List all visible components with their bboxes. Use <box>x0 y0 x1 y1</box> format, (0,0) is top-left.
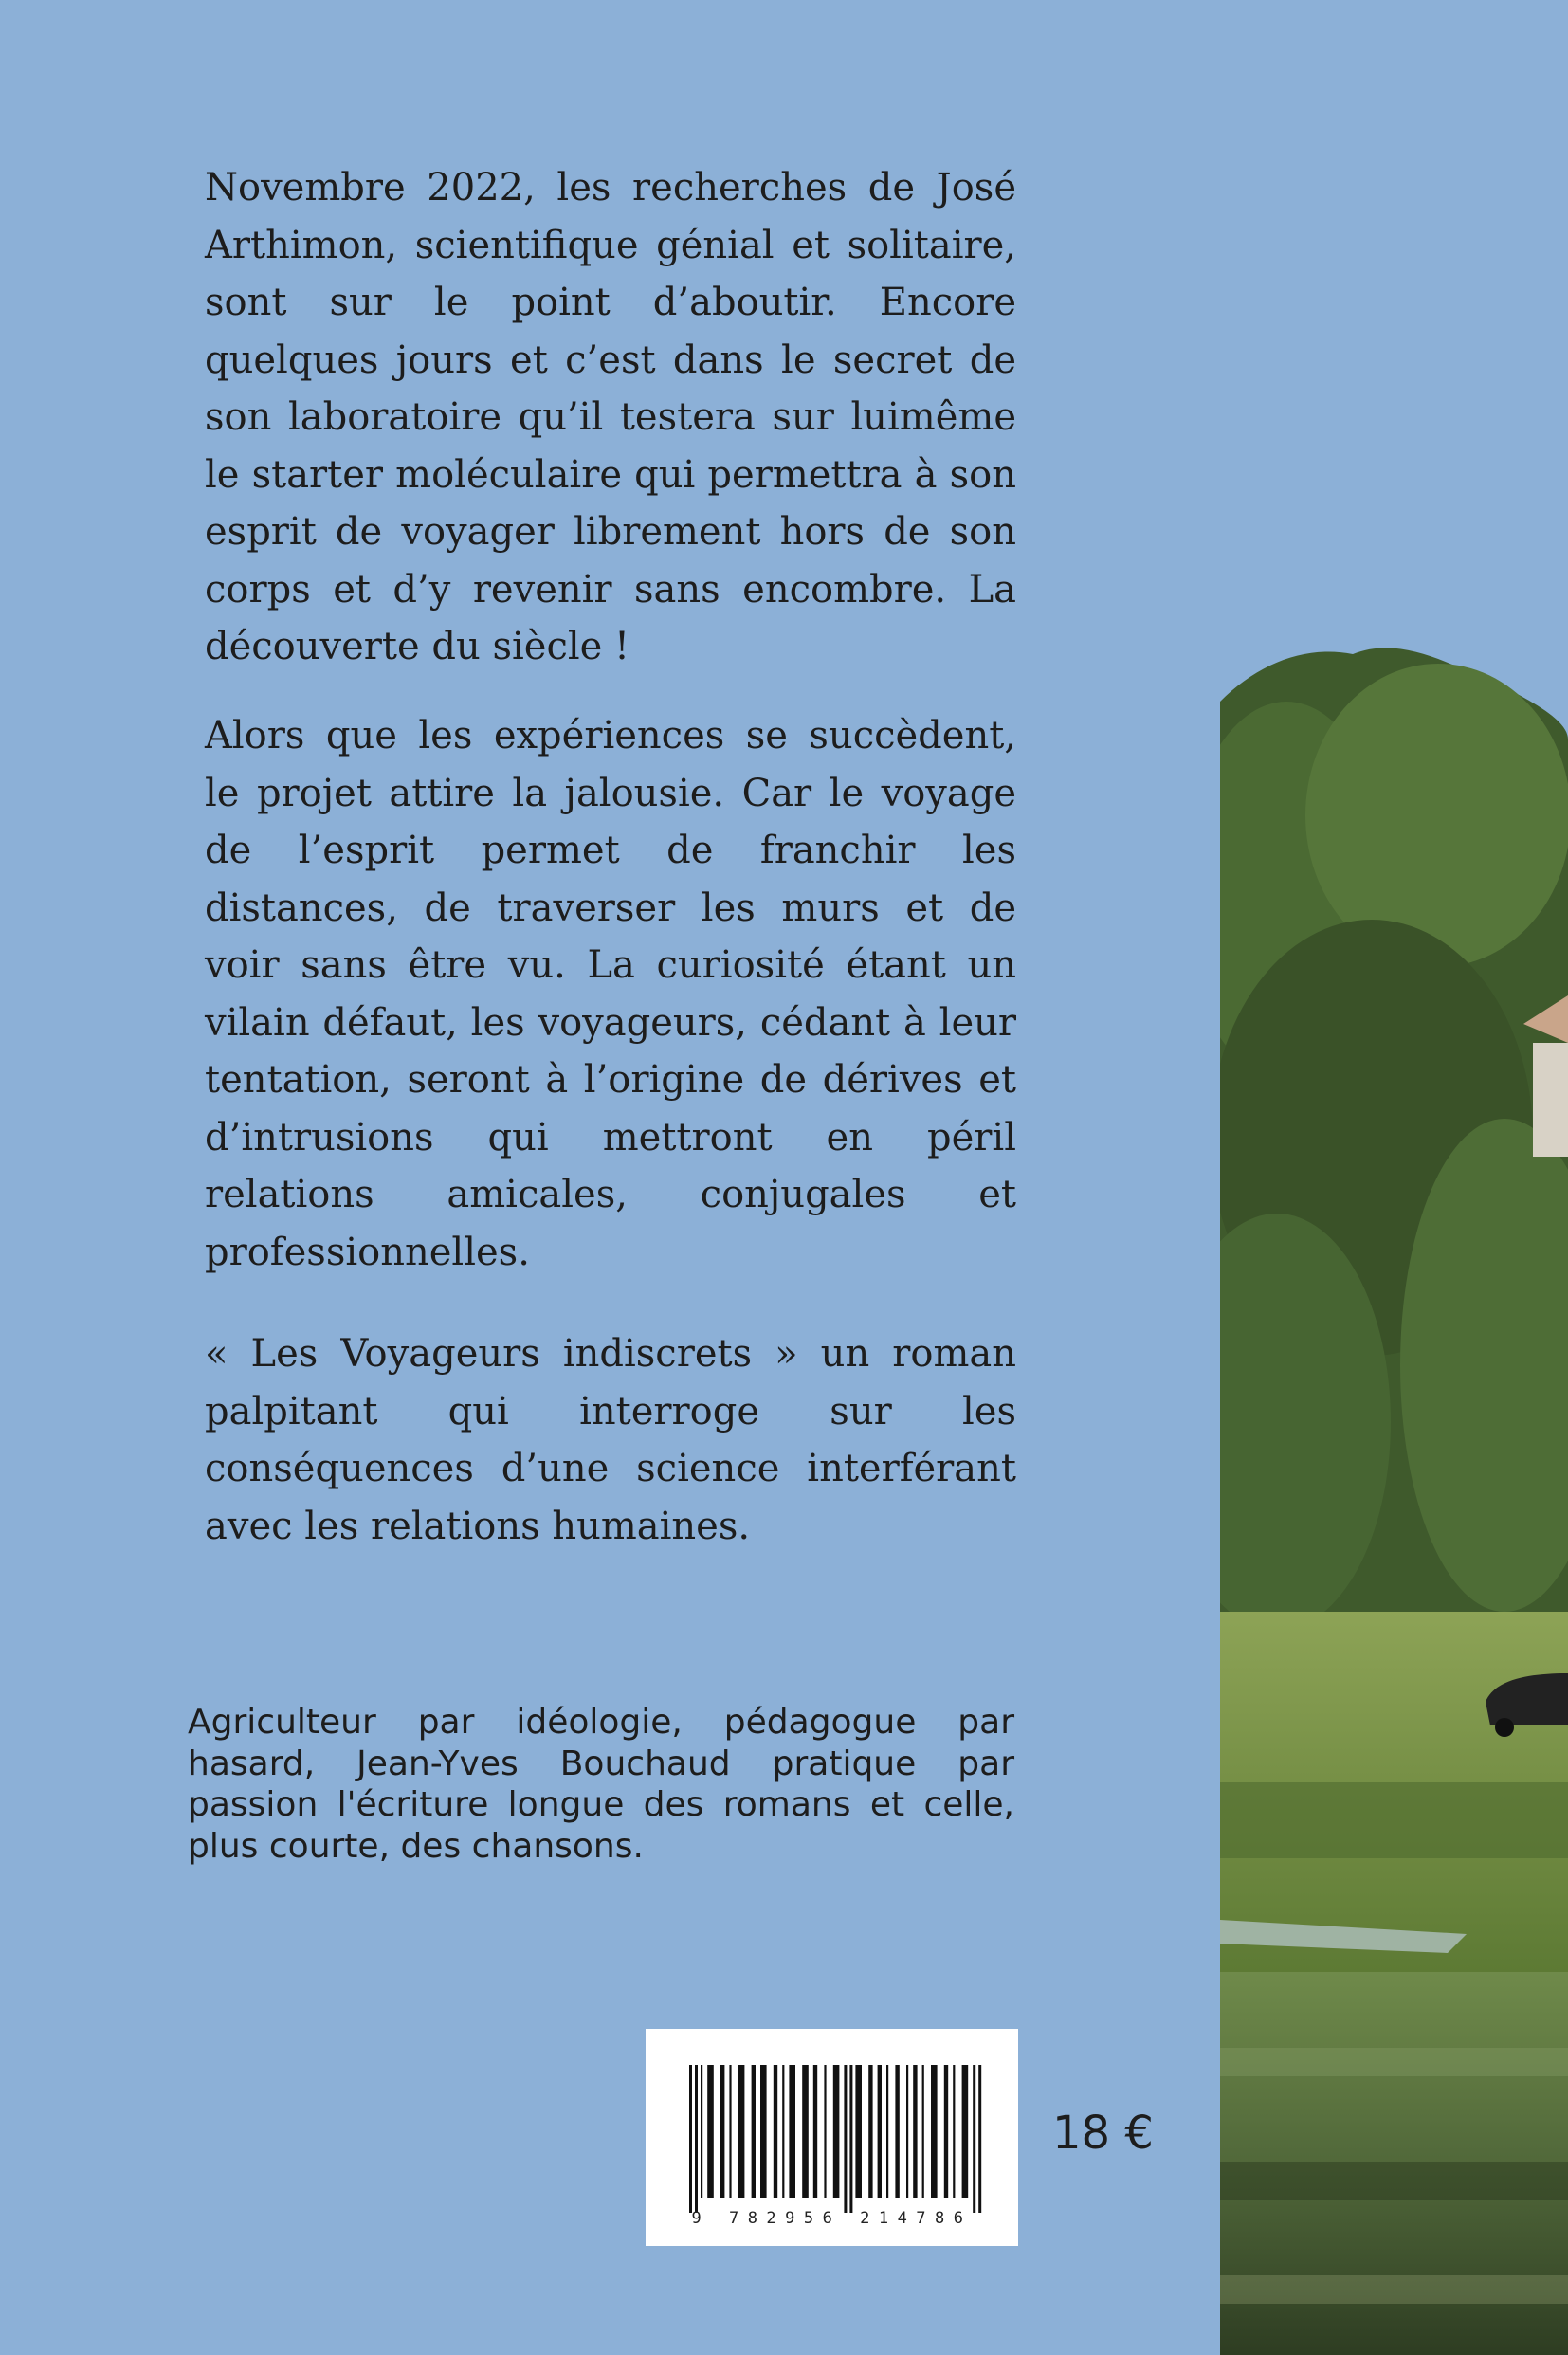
landscape-photo-image <box>1220 645 1568 2355</box>
isbn-barcode <box>646 2029 1018 2246</box>
synopsis-paragraph-1: Novembre 2022, les recherches de José Arthimon, scientifique génial et solitaire, sont sur le point d’aboutir. Encore quelques jours et c’est dans le secret de son laboratoire qu’il testera sur luimême le starter moléculaire qui permettra à son esprit de voyager librement hors de son corps et d’y revenir sans encombre. La découverte du siècle ! <box>205 166 1016 668</box>
synopsis-paragraph-2: Alors que les expériences se succèdent, le projet attire la jalousie. Car le voyage de l’esprit permet de franchir les distances, de traverser les murs et de voir sans être vu. La curiosité étant un vilain défaut, les voyageurs, cédant à leur tentation, seront à l’origine de dérives et d’intrusions qui mettront en péril relations amicales, conjugales et professionnelles. <box>205 714 1016 1274</box>
landscape-photo <box>1220 645 1568 2355</box>
isbn-digits: 9 782956 214786 <box>691 2209 973 2228</box>
synopsis-paragraph-3: « Les Voyageurs indiscrets » un roman palpitant qui interroge sur les conséquences d’une science interférant avec les relations humaines. <box>205 1332 1016 1548</box>
author-bio: Agriculteur par idéologie, pédagogue par hasard, Jean-Yves Bouchaud pratique par passion l'écriture longue des romans et celle, plus courte, des chansons. <box>188 1703 1014 1866</box>
price: 18 € <box>1052 2107 1154 2160</box>
